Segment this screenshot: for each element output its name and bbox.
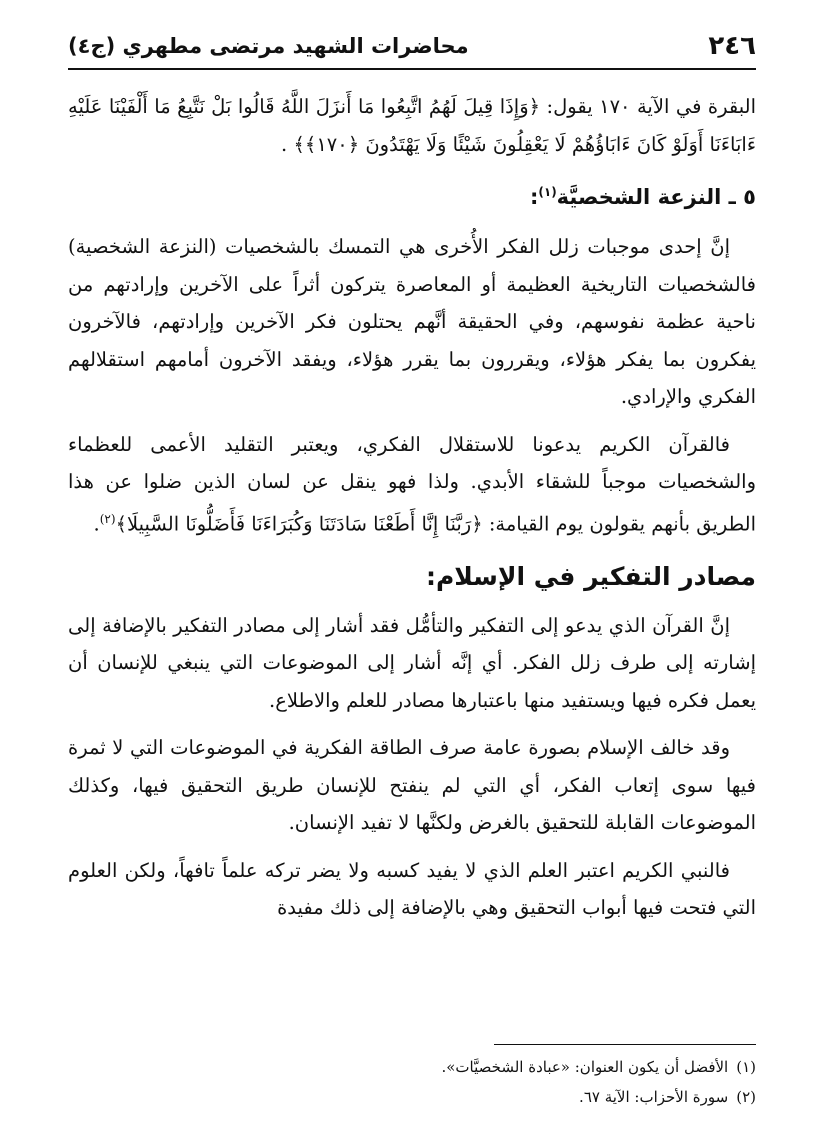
paragraph-5: فالنبي الكريم اعتبر العلم الذي لا يفيد كسبه ولا يضر تركه علماً تافهاً، ولكن العلوم التي فتحت فيها أبواب التحقيق وهي بالإضافة إلى ذلك مفيدة bbox=[68, 858, 756, 919]
section-heading-text: ٥ ـ النزعة الشخصيَّة bbox=[556, 185, 756, 209]
paragraph-2 bbox=[68, 426, 756, 543]
footnote-2-text: سورة الأحزاب: الآية ٦٧. bbox=[579, 1088, 729, 1106]
footnote-2-number: (٢) bbox=[736, 1088, 756, 1106]
footnote-ref-1: (١) bbox=[538, 185, 557, 199]
intro-paragraph bbox=[68, 88, 756, 163]
footnote-1-text: الأفضل أن يكون العنوان: «عبادة الشخصيَّات». bbox=[441, 1058, 729, 1076]
footnote-divider bbox=[494, 1044, 756, 1045]
section-heading bbox=[68, 173, 756, 216]
page-header bbox=[68, 24, 756, 70]
paragraph-4: وقد خالف الإسلام بصورة عامة صرف الطاقة الفكرية في الموضوعات التي لا ثمرة فيها سوى إتعاب الفكر، أي التي لم ينفتح للإنسان طريق التحقيق فيها، وكذلك الموضوعات القابلة للتحقيق بالغرض ولكنَّها لا تفيد الإنسان. bbox=[68, 736, 756, 834]
footnote-ref-2: (٢) bbox=[99, 511, 116, 526]
paragraph-1: إنَّ إحدى موجبات زلل الفكر الأُخرى هي التمسك بالشخصيات (النزعة الشخصية) فالشخصيات التاريخية العظيمة أو المعاصرة يتركون أثراً على الآخرين وإرادتهم من ناحية عظمة نفوسهم، وفي الحقيقة أنَّهم يحتلون فكر الآخرين وإرادتهم، فالآخرون يفكرون بما يفكر هؤلاء، ويقررون بما يقرر هؤلاء، ويفقد الآخرون أمامهم استقلالهم الفكري والإرادي. bbox=[68, 235, 756, 408]
footnotes bbox=[68, 1052, 756, 1112]
footnote-2 bbox=[68, 1082, 756, 1112]
paragraph-3: إنَّ القرآن الذي يدعو إلى التفكير والتأمُّل فقد أشار إلى مصادر التفكير بالإضافة إلى إشارته إلى طرف زلل الفكر. أي إنَّه أشار إلى الموضوعات التي ينبغي للإنسان أن يعمل فكره فيها ويستفيد منها باعتبارها مصادر للعلم والاطلاع. bbox=[68, 613, 756, 712]
footnote-1-number: (١) bbox=[736, 1058, 756, 1076]
footnote-1 bbox=[68, 1052, 756, 1082]
page-number: ٢٤٦ bbox=[708, 31, 756, 61]
section-heading-colon: : bbox=[529, 185, 539, 209]
intro-text: البقرة في الآية ١٧٠ يقول: bbox=[540, 95, 756, 118]
paragraph-2-text: فالقرآن الكريم يدعونا للاستقلال الفكري، ويعتبر التقليد الأعمى للعظماء والشخصيات موجباً للشقاء الأبدي. ولذا فهو ينقل عن لسان الذين ضلوا عن هذا الطريق بأنهم يقولون يوم القيامة: bbox=[68, 432, 756, 535]
paragraph-2-end: . bbox=[93, 512, 100, 535]
intro-end: . bbox=[281, 132, 288, 156]
quran-verse-2: ﴿رَبَّنَا إِنَّا أَطَعْنَا سَادَتَنَا وَكُبَرَاءَنَا فَأَضَلُّونَا السَّبِيلَا﴾ bbox=[115, 512, 483, 535]
book-title: محاضرات الشهيد مرتضى مطهري (ج٤) bbox=[68, 34, 469, 58]
body-text bbox=[68, 88, 756, 937]
quran-verse-1: ﴿وَإِذَا قِيلَ لَهُمُ اتَّبِعُوا مَا أَنزَلَ اللَّهُ قَالُوا بَلْ نَتَّبِعُ مَا أَلْفَيْنَا عَلَيْهِ ءَابَاءَنَا أَوَلَوْ كَانَ ءَابَاؤُهُمْ لَا يَعْقِلُونَ شَيْئًا وَلَا يَهْتَدُونَ ﴿١٧٠﴾﴾ bbox=[68, 95, 756, 156]
main-heading: مصادر التفكير في الإسلام: bbox=[425, 561, 756, 591]
